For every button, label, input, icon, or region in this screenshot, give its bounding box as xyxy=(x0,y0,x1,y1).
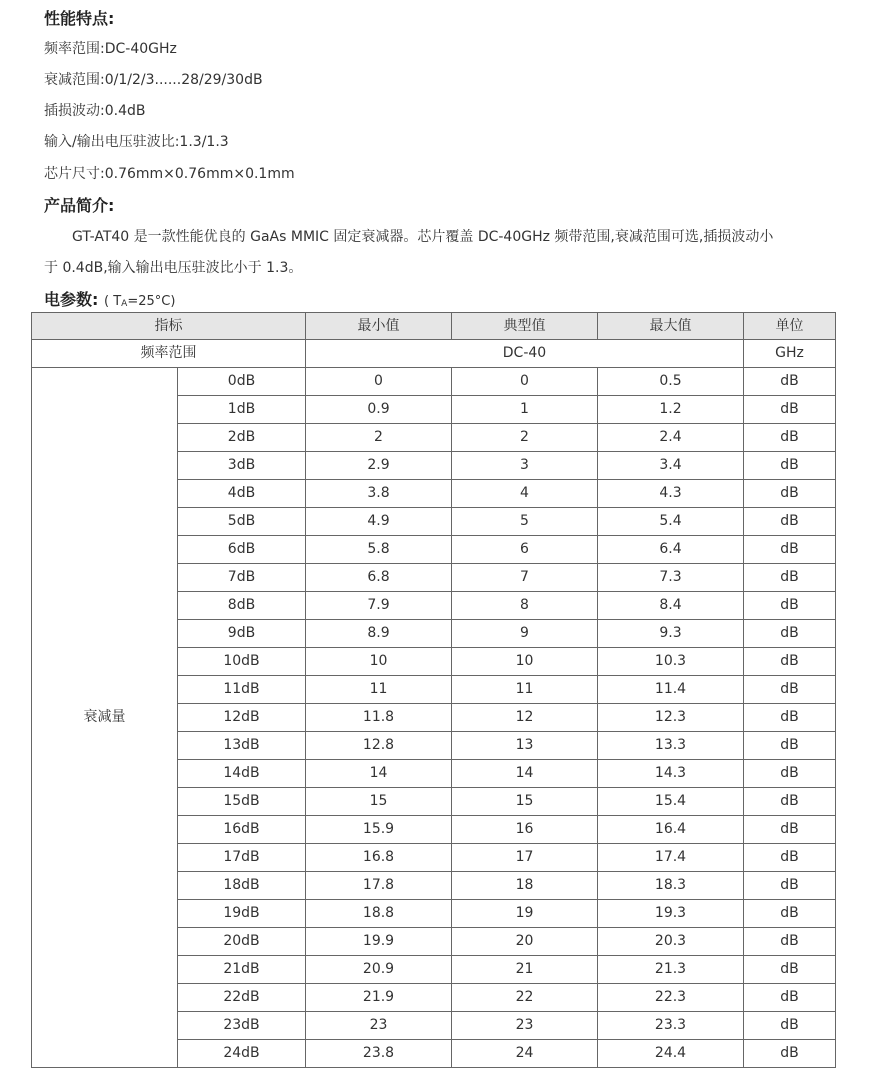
attenuation-state-cell: 14dB xyxy=(178,760,306,788)
max-value-cell: 16.4 xyxy=(598,816,744,844)
unit-cell: dB xyxy=(744,564,836,592)
max-value-cell: 22.3 xyxy=(598,984,744,1012)
typ-value-cell: 5 xyxy=(452,508,598,536)
typ-value-cell: 19 xyxy=(452,900,598,928)
test-condition-suffix: =25°C) xyxy=(127,294,176,309)
max-value-cell: 19.3 xyxy=(598,900,744,928)
unit-cell: dB xyxy=(744,452,836,480)
unit-cell: dB xyxy=(744,844,836,872)
unit-cell: dB xyxy=(744,592,836,620)
attenuation-state-cell: 23dB xyxy=(178,1012,306,1040)
max-value-cell: 7.3 xyxy=(598,564,744,592)
max-value-cell: 17.4 xyxy=(598,844,744,872)
typ-value-cell: 7 xyxy=(452,564,598,592)
typ-value-cell: 4 xyxy=(452,480,598,508)
attenuation-state-cell: 3dB xyxy=(178,452,306,480)
table-header-row xyxy=(32,313,836,340)
unit-cell: dB xyxy=(744,956,836,984)
typ-value-cell: 11 xyxy=(452,676,598,704)
typ-value-cell: 12 xyxy=(452,704,598,732)
unit-cell: dB xyxy=(744,900,836,928)
unit-cell: dB xyxy=(744,1040,836,1068)
unit-cell: dB xyxy=(744,928,836,956)
typ-value-cell: 24 xyxy=(452,1040,598,1068)
typ-value-cell: 8 xyxy=(452,592,598,620)
typ-value-cell: 10 xyxy=(452,648,598,676)
typ-value-cell: 2 xyxy=(452,424,598,452)
max-value-cell: 15.4 xyxy=(598,788,744,816)
typ-value-cell: 15 xyxy=(452,788,598,816)
min-value-cell: 15 xyxy=(306,788,452,816)
header-unit: 单位 xyxy=(744,313,836,340)
attenuation-label: 衰减量 xyxy=(32,368,178,1068)
attenuation-state-cell: 24dB xyxy=(178,1040,306,1068)
min-value-cell: 6.8 xyxy=(306,564,452,592)
attenuation-state-cell: 4dB xyxy=(178,480,306,508)
test-condition-subscript: A xyxy=(121,299,128,309)
max-value-cell: 4.3 xyxy=(598,480,744,508)
max-value-cell: 21.3 xyxy=(598,956,744,984)
min-value-cell: 0 xyxy=(306,368,452,396)
min-value-cell: 10 xyxy=(306,648,452,676)
header-parameter: 指标 xyxy=(32,313,306,340)
attenuation-state-cell: 8dB xyxy=(178,592,306,620)
unit-cell: dB xyxy=(744,872,836,900)
max-value-cell: 14.3 xyxy=(598,760,744,788)
test-condition xyxy=(104,294,175,309)
attenuation-state-cell: 20dB xyxy=(178,928,306,956)
typ-value-cell: 9 xyxy=(452,620,598,648)
max-value-cell: 13.3 xyxy=(598,732,744,760)
min-value-cell: 11.8 xyxy=(306,704,452,732)
attenuation-state-cell: 11dB xyxy=(178,676,306,704)
attenuation-state-cell: 19dB xyxy=(178,900,306,928)
min-value-cell: 0.9 xyxy=(306,396,452,424)
attenuation-state-cell: 2dB xyxy=(178,424,306,452)
header-min: 最小值 xyxy=(306,313,452,340)
attenuation-state-cell: 21dB xyxy=(178,956,306,984)
attenuation-state-cell: 18dB xyxy=(178,872,306,900)
feature-item-vswr: 输入/输出电压驻波比:1.3/1.3 xyxy=(44,134,229,150)
min-value-cell: 4.9 xyxy=(306,508,452,536)
feature-item-attenuation-range: 衰减范围:0/1/2/3......28/29/30dB xyxy=(44,72,263,88)
attenuation-state-cell: 1dB xyxy=(178,396,306,424)
unit-cell: dB xyxy=(744,508,836,536)
max-value-cell: 9.3 xyxy=(598,620,744,648)
min-value-cell: 8.9 xyxy=(306,620,452,648)
min-value-cell: 19.9 xyxy=(306,928,452,956)
min-value-cell: 23.8 xyxy=(306,1040,452,1068)
unit-cell: dB xyxy=(744,984,836,1012)
features-heading: 性能特点: xyxy=(44,9,115,28)
typ-value-cell: 23 xyxy=(452,1012,598,1040)
unit-cell: dB xyxy=(744,676,836,704)
electrical-parameters-table xyxy=(31,312,836,1068)
min-value-cell: 16.8 xyxy=(306,844,452,872)
feature-item-insertion-loss: 插损波动:0.4dB xyxy=(44,103,146,119)
min-value-cell: 7.9 xyxy=(306,592,452,620)
min-value-cell: 3.8 xyxy=(306,480,452,508)
attenuation-state-cell: 9dB xyxy=(178,620,306,648)
min-value-cell: 2.9 xyxy=(306,452,452,480)
min-value-cell: 23 xyxy=(306,1012,452,1040)
min-value-cell: 20.9 xyxy=(306,956,452,984)
typ-value-cell: 3 xyxy=(452,452,598,480)
intro-line-2: 于 0.4dB,输入输出电压驻波比小于 1.3。 xyxy=(44,260,303,276)
header-max: 最大值 xyxy=(598,313,744,340)
attenuation-state-cell: 7dB xyxy=(178,564,306,592)
max-value-cell: 23.3 xyxy=(598,1012,744,1040)
typ-value-cell: 1 xyxy=(452,396,598,424)
typ-value-cell: 6 xyxy=(452,536,598,564)
intro-line-1: GT-AT40 是一款性能优良的 GaAs MMIC 固定衰减器。芯片覆盖 DC-40GHz 频带范围,衰减范围可选,插损波动小 xyxy=(72,229,774,245)
max-value-cell: 3.4 xyxy=(598,452,744,480)
min-value-cell: 14 xyxy=(306,760,452,788)
max-value-cell: 2.4 xyxy=(598,424,744,452)
attenuation-state-cell: 15dB xyxy=(178,788,306,816)
unit-cell: dB xyxy=(744,1012,836,1040)
attenuation-state-cell: 6dB xyxy=(178,536,306,564)
unit-cell: dB xyxy=(744,732,836,760)
attenuation-state-cell: 13dB xyxy=(178,732,306,760)
min-value-cell: 18.8 xyxy=(306,900,452,928)
attenuation-state-cell: 22dB xyxy=(178,984,306,1012)
max-value-cell: 8.4 xyxy=(598,592,744,620)
unit-cell: dB xyxy=(744,536,836,564)
frequency-range-label: 频率范围 xyxy=(32,340,306,368)
attenuation-state-cell: 10dB xyxy=(178,648,306,676)
max-value-cell: 12.3 xyxy=(598,704,744,732)
typ-value-cell: 22 xyxy=(452,984,598,1012)
attenuation-state-cell: 17dB xyxy=(178,844,306,872)
frequency-range-value: DC-40 xyxy=(306,340,744,368)
typ-value-cell: 17 xyxy=(452,844,598,872)
unit-cell: dB xyxy=(744,480,836,508)
electrical-heading xyxy=(44,287,175,310)
max-value-cell: 10.3 xyxy=(598,648,744,676)
typ-value-cell: 16 xyxy=(452,816,598,844)
unit-cell: dB xyxy=(744,816,836,844)
max-value-cell: 0.5 xyxy=(598,368,744,396)
unit-cell: dB xyxy=(744,396,836,424)
unit-cell: dB xyxy=(744,648,836,676)
max-value-cell: 5.4 xyxy=(598,508,744,536)
attenuation-state-cell: 5dB xyxy=(178,508,306,536)
attenuation-state-cell: 12dB xyxy=(178,704,306,732)
min-value-cell: 2 xyxy=(306,424,452,452)
max-value-cell: 6.4 xyxy=(598,536,744,564)
unit-cell: dB xyxy=(744,620,836,648)
feature-item-frequency: 频率范围:DC-40GHz xyxy=(44,41,177,57)
min-value-cell: 12.8 xyxy=(306,732,452,760)
attenuation-state-cell: 16dB xyxy=(178,816,306,844)
max-value-cell: 18.3 xyxy=(598,872,744,900)
typ-value-cell: 21 xyxy=(452,956,598,984)
attenuation-state-cell: 0dB xyxy=(178,368,306,396)
min-value-cell: 15.9 xyxy=(306,816,452,844)
intro-heading: 产品简介: xyxy=(44,196,115,215)
max-value-cell: 24.4 xyxy=(598,1040,744,1068)
frequency-range-row xyxy=(32,340,836,368)
header-typ: 典型值 xyxy=(452,313,598,340)
table-row xyxy=(32,368,836,396)
unit-cell: dB xyxy=(744,704,836,732)
test-condition-prefix: ( T xyxy=(103,294,122,309)
typ-value-cell: 20 xyxy=(452,928,598,956)
min-value-cell: 21.9 xyxy=(306,984,452,1012)
max-value-cell: 20.3 xyxy=(598,928,744,956)
typ-value-cell: 18 xyxy=(452,872,598,900)
feature-item-chip-size: 芯片尺寸:0.76mm×0.76mm×0.1mm xyxy=(44,166,295,182)
electrical-heading-label: 电参数: xyxy=(44,290,99,309)
max-value-cell: 11.4 xyxy=(598,676,744,704)
unit-cell: dB xyxy=(744,760,836,788)
min-value-cell: 5.8 xyxy=(306,536,452,564)
typ-value-cell: 14 xyxy=(452,760,598,788)
unit-cell: dB xyxy=(744,368,836,396)
frequency-range-unit: GHz xyxy=(744,340,836,368)
min-value-cell: 11 xyxy=(306,676,452,704)
typ-value-cell: 0 xyxy=(452,368,598,396)
min-value-cell: 17.8 xyxy=(306,872,452,900)
typ-value-cell: 13 xyxy=(452,732,598,760)
unit-cell: dB xyxy=(744,788,836,816)
max-value-cell: 1.2 xyxy=(598,396,744,424)
unit-cell: dB xyxy=(744,424,836,452)
